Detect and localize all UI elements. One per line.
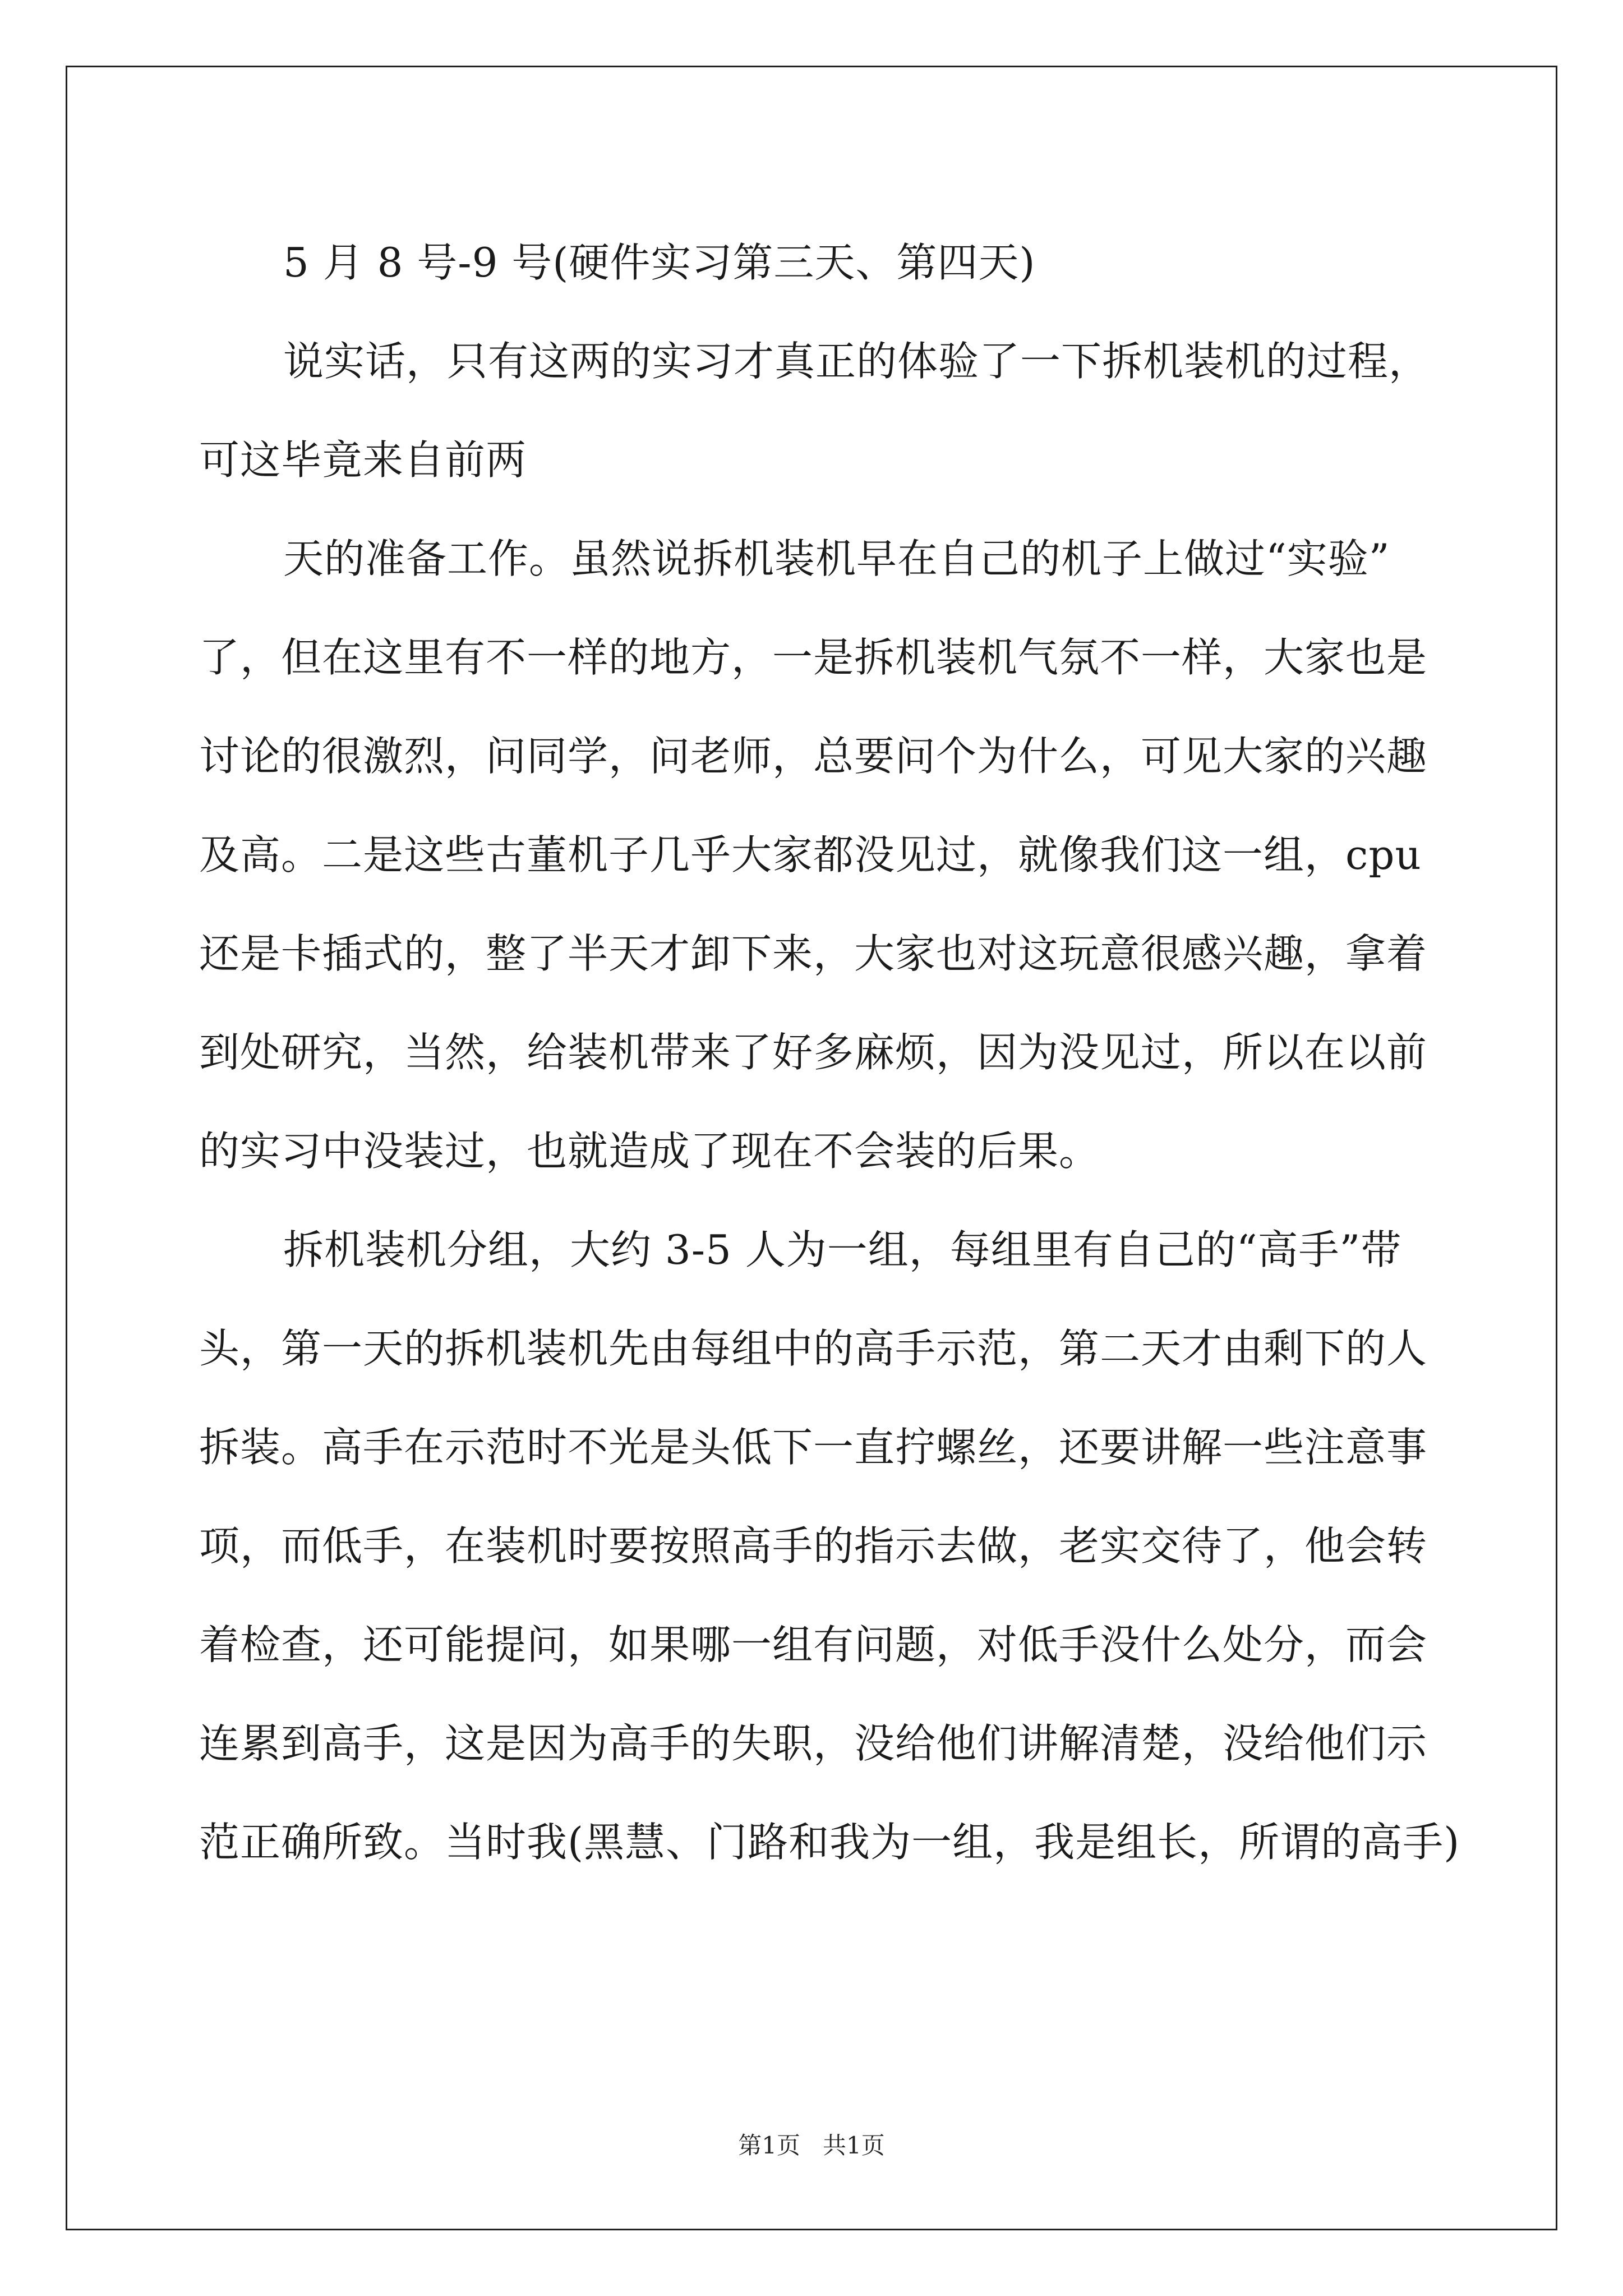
paragraph-line: 项，而低手，在装机时要按照高手的指示去做，老实交待了，他会转 <box>199 1522 1428 1570</box>
paragraph-line: 还是卡插式的，整了半天才卸下来，大家也对这玩意很感兴趣，拿着 <box>199 930 1428 977</box>
paragraph-line: 拆机装机分组，大约 3-5 人为一组，每组里有自己的“高手”带 <box>283 1226 1402 1273</box>
paragraph-line: 的实习中没装过，也就造成了现在不会装的后果。 <box>199 1128 1100 1175</box>
page-number: 第1页 <box>738 2132 800 2159</box>
paragraph-line: 连累到高手，这是因为高手的失职，没给他们讲解清楚，没给他们示 <box>199 1720 1428 1767</box>
page-footer <box>0 2129 1623 2162</box>
paragraph-line: 范正确所致。当时我(黑慧、门路和我为一组，我是组长，所谓的高手) <box>199 1819 1460 1866</box>
paragraph-line: 拆装。高手在示范时不光是头低下一直拧螺丝，还要讲解一些注意事 <box>199 1424 1428 1471</box>
paragraph-line: 着检查，还可能提问，如果哪一组有问题，对低手没什么处分，而会 <box>199 1621 1428 1668</box>
paragraph-line: 说实话，只有这两的实习才真正的体验了一下拆机装机的过程， <box>283 338 1430 385</box>
paragraph-line: 了，但在这里有不一样的地方，一是拆机装机气氛不一样，大家也是 <box>199 634 1428 681</box>
paragraph-line: 头，第一天的拆机装机先由每组中的高手示范，第二天才由剩下的人 <box>199 1325 1428 1372</box>
paragraph-line: 到处研究，当然，给装机带来了好多麻烦，因为没见过，所以在以前 <box>199 1029 1428 1076</box>
paragraph-line: 讨论的很激烈，问同学，问老师，总要问个为什么，可见大家的兴趣 <box>199 733 1428 780</box>
paragraph-line: 及高。二是这些古董机子几乎大家都没见过，就像我们这一组，cpu <box>199 831 1422 878</box>
paragraph-line: 天的准备工作。虽然说拆机装机早在自己的机子上做过“实验” <box>283 535 1390 582</box>
document-body <box>199 213 1460 1892</box>
heading-date: 5 月 8 号-9 号(硬件实习第三天、第四天) <box>283 239 1036 286</box>
page-total: 共1页 <box>823 2132 885 2159</box>
paragraph-line: 可这毕竟来自前两 <box>199 436 527 484</box>
